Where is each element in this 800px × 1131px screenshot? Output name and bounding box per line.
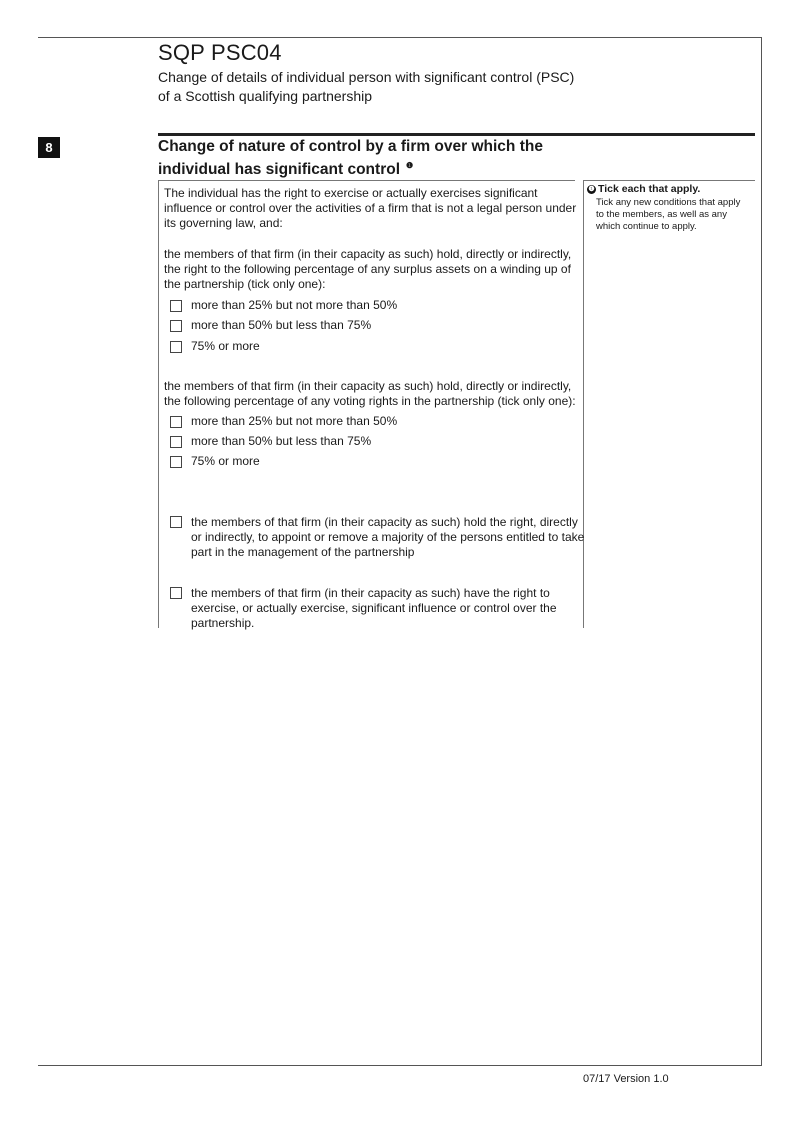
guidance-line-1: Tick any new conditions that apply <box>596 197 741 208</box>
appoint-remove-label <box>191 515 584 560</box>
page-frame-top-rule <box>38 37 762 38</box>
checkbox-label: 75% or more <box>191 339 260 353</box>
checkbox[interactable] <box>170 516 182 528</box>
guidance-text <box>596 197 756 233</box>
surplus-option-25-50[interactable] <box>170 298 397 313</box>
appoint-remove-line-2: or indirectly, to appoint or remove a majority of the persons entitled to take <box>191 530 585 544</box>
section-title-line-1: Change of nature of control by a firm over which the <box>158 138 543 155</box>
form-subtitle-line-2: of a Scottish qualifying partnership <box>158 88 373 104</box>
voting-option-50-75[interactable] <box>170 434 371 449</box>
intro-line-1: The individual has the right to exercise or actually exercises significant <box>164 186 538 200</box>
checkbox-label: more than 25% but not more than 50% <box>191 298 398 312</box>
guidance-heading-text: Tick each that apply. <box>598 183 701 195</box>
surplus-assets-line-3: the partnership (tick only one): <box>164 277 326 291</box>
section-number-badge: 8 <box>38 137 60 158</box>
page-frame-bottom-rule <box>38 1065 762 1066</box>
voting-rights-line-1: the members of that firm (in their capacity as such) hold, directly or indirectly, <box>164 379 572 393</box>
significant-influence-label <box>191 586 557 631</box>
guidance-top-border <box>583 180 755 181</box>
note-marker-icon: ❶ <box>406 161 414 170</box>
guidance-heading <box>587 183 700 195</box>
form-box-right-border <box>583 180 584 628</box>
voting-option-25-50[interactable] <box>170 414 397 429</box>
info-icon: ❶ <box>588 185 595 193</box>
appoint-remove-line-3: part in the management of the partnership <box>191 545 415 559</box>
significant-influence-line-3: partnership. <box>191 616 255 630</box>
intro-line-3: its governing law, and: <box>164 216 283 230</box>
checkbox-label: more than 50% but less than 75% <box>191 434 372 448</box>
checkbox[interactable] <box>170 587 182 599</box>
intro-text <box>164 186 576 231</box>
checkbox-label: 75% or more <box>191 454 260 468</box>
significant-influence-line-1: the members of that firm (in their capacity as such) have the right to <box>191 586 550 600</box>
checkbox[interactable] <box>170 300 182 312</box>
checkbox[interactable] <box>170 341 182 353</box>
surplus-assets-line-2: the right to the following percentage of any surplus assets on a winding up of <box>164 262 571 276</box>
significant-influence-option[interactable] <box>170 586 557 630</box>
form-subtitle-line-1: Change of details of individual person with significant control (PSC) <box>158 69 575 85</box>
surplus-option-75-plus[interactable] <box>170 339 260 354</box>
section-rule <box>158 133 755 136</box>
form-subtitle <box>158 68 574 106</box>
guidance-line-2: to the members, as well as any <box>596 209 727 220</box>
section-title-line-2 <box>158 156 543 179</box>
voting-option-75-plus[interactable] <box>170 454 260 469</box>
checkbox[interactable] <box>170 416 182 428</box>
appoint-remove-option[interactable] <box>170 515 585 559</box>
form-code: SQP PSC04 <box>158 40 282 65</box>
form-box-left-border <box>158 180 159 628</box>
voting-rights-text <box>164 379 576 409</box>
checkbox[interactable] <box>170 320 182 332</box>
surplus-assets-line-1: the members of that firm (in their capacity as such) hold, directly or indirectly, <box>164 247 572 261</box>
section-title-line-2-text: individual has significant control <box>158 161 400 179</box>
page-frame-right-rule <box>761 37 762 1066</box>
section-title <box>158 137 543 179</box>
checkbox-label: more than 25% but not more than 50% <box>191 414 398 428</box>
voting-rights-line-2: the following percentage of any voting rights in the partnership (tick only one): <box>164 394 576 408</box>
appoint-remove-line-1: the members of that firm (in their capacity as such) hold the right, directly <box>191 515 578 529</box>
version-footer: 07/17 Version 1.0 <box>583 1073 669 1085</box>
surplus-assets-text <box>164 247 571 292</box>
guidance-line-3: which continue to apply. <box>596 221 697 232</box>
form-box-top-border <box>158 180 575 181</box>
surplus-option-50-75[interactable] <box>170 318 371 333</box>
significant-influence-line-2: exercise, or actually exercise, significant influence or control over the <box>191 601 557 615</box>
checkbox[interactable] <box>170 436 182 448</box>
intro-line-2: influence or control over the activities of a firm that is not a legal person under <box>164 201 577 215</box>
checkbox[interactable] <box>170 456 182 468</box>
checkbox-label: more than 50% but less than 75% <box>191 318 372 332</box>
